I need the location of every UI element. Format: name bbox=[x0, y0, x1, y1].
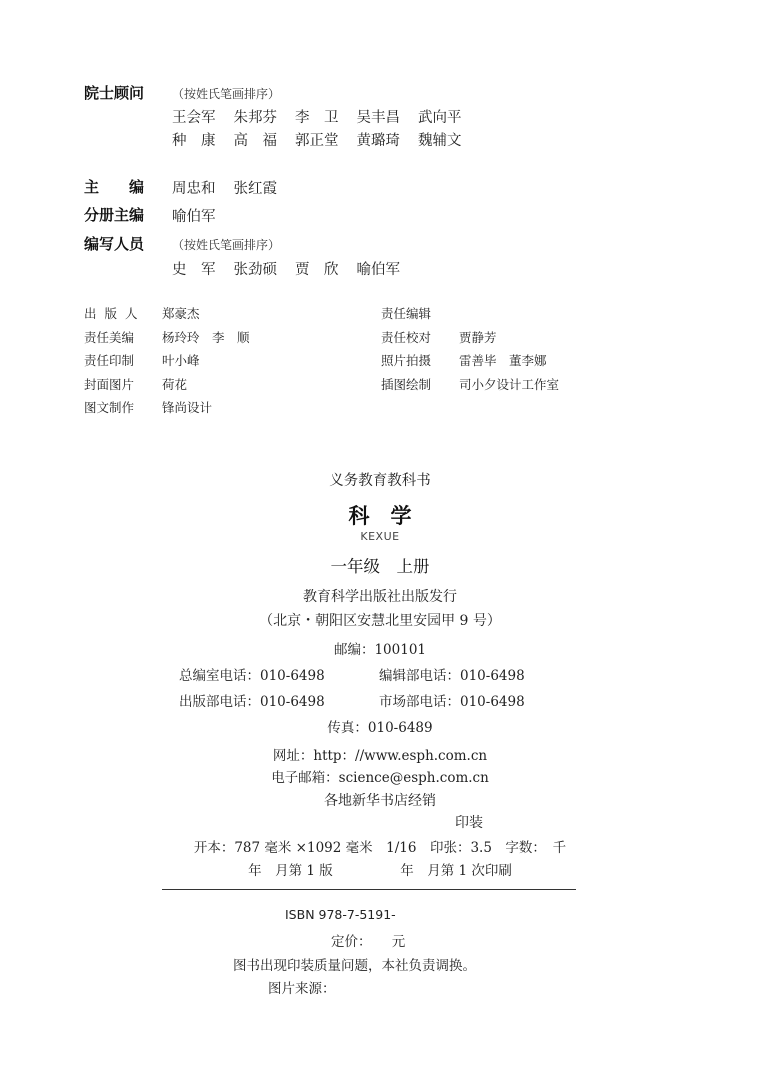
staff-photography bbox=[381, 351, 547, 369]
staff-proofreader bbox=[381, 328, 497, 346]
publisher-email: 电子邮箱：science@esph.com.cn bbox=[271, 770, 489, 786]
writer-name: 贾 欣 bbox=[295, 262, 339, 278]
advisor-name: 武向平 bbox=[418, 110, 462, 126]
staff-value: 贾静芳 bbox=[459, 330, 497, 345]
isbn: ISBN 978-7-5191- bbox=[285, 907, 396, 922]
staff-value: 杨玲玲 李 顺 bbox=[162, 330, 250, 345]
book-series: 义务教育教科书 bbox=[329, 473, 431, 489]
advisor-name: 吴丰昌 bbox=[356, 110, 400, 126]
price: 定价： 元 bbox=[331, 934, 406, 950]
volume-editor-label: 分册主编 bbox=[84, 206, 145, 224]
printing-format: 开本：787 毫米 ×1092 毫米 1/16 印张：3.5 字数： 千 bbox=[193, 840, 567, 856]
volume-editor-name: 喻伯军 bbox=[172, 209, 216, 225]
staff-publisher bbox=[84, 304, 200, 322]
chief-editor-name: 张红霞 bbox=[233, 181, 277, 197]
advisor-name: 朱邦芬 bbox=[233, 110, 277, 126]
phone-chief-office: 总编室电话：010-6498 bbox=[179, 668, 325, 684]
advisors-label: 院士顾问 bbox=[84, 84, 145, 102]
image-source: 图片来源： bbox=[268, 981, 336, 997]
printing-edition: 年 月第 1 版 年 月第 1 次印刷 bbox=[248, 863, 512, 879]
advisor-name: 高 福 bbox=[233, 133, 277, 149]
staff-key: 责任美编 bbox=[84, 330, 135, 345]
volume-editor-names bbox=[172, 205, 234, 226]
publisher-website: 网址：http：//www.esph.com.cn bbox=[272, 748, 488, 764]
staff-layout bbox=[84, 398, 212, 416]
staff-key: 责任校对 bbox=[381, 330, 432, 345]
staff-print-manager bbox=[84, 351, 200, 369]
staff-value: 雷善毕 董李娜 bbox=[459, 353, 547, 368]
chief-editor-name: 周忠和 bbox=[172, 181, 216, 197]
advisor-name: 郭正堂 bbox=[295, 133, 339, 149]
advisor-name: 王会军 bbox=[172, 110, 216, 126]
advisor-name: 种 康 bbox=[172, 133, 216, 149]
staff-value: 叶小峰 bbox=[162, 353, 200, 368]
staff-value: 荷花 bbox=[162, 377, 188, 392]
publisher-line: 教育科学出版社出版发行 bbox=[303, 589, 457, 605]
phone-marketing: 市场部电话：010-6498 bbox=[379, 694, 525, 710]
staff-key: 出版人 bbox=[84, 306, 146, 321]
staff-art-editor bbox=[84, 328, 250, 346]
staff-key: 责任编辑 bbox=[381, 306, 432, 321]
staff-illustration bbox=[381, 375, 559, 393]
advisors-row-1 bbox=[172, 106, 480, 127]
chief-editor-names bbox=[172, 177, 295, 198]
staff-key: 责任印制 bbox=[84, 353, 135, 368]
chief-editor-label: 主 编 bbox=[84, 178, 145, 196]
book-title: 科 学 bbox=[348, 503, 412, 528]
publisher-address: （北京・朝阳区安慧北里安园甲 9 号） bbox=[259, 613, 501, 629]
publisher-postcode: 邮编：100101 bbox=[333, 642, 427, 658]
staff-key: 图文制作 bbox=[84, 400, 135, 415]
staff-key: 照片拍摄 bbox=[381, 353, 432, 368]
advisor-name: 李 卫 bbox=[295, 110, 339, 126]
distribution: 各地新华书店经销 bbox=[324, 793, 436, 809]
advisors-row-2 bbox=[172, 129, 480, 150]
writer-name: 张劲硕 bbox=[233, 262, 277, 278]
advisor-name: 黄璐琦 bbox=[356, 133, 400, 149]
writer-name: 史 军 bbox=[172, 262, 216, 278]
staff-cover-image bbox=[84, 375, 187, 393]
advisor-name: 魏辅文 bbox=[418, 133, 462, 149]
writers-names bbox=[172, 258, 418, 279]
staff-key: 封面图片 bbox=[84, 377, 135, 392]
phone-editorial: 编辑部电话：010-6498 bbox=[379, 668, 525, 684]
phone-publishing: 出版部电话：010-6498 bbox=[179, 694, 325, 710]
advisors-sort-note: （按姓氏笔画排序） bbox=[172, 87, 281, 101]
staff-editor bbox=[381, 304, 459, 322]
printing-label: 印装 bbox=[455, 815, 483, 831]
book-grade: 一年级 上册 bbox=[330, 557, 430, 576]
staff-value: 司小夕设计工作室 bbox=[459, 377, 560, 392]
staff-value: 郑豪杰 bbox=[162, 306, 200, 321]
divider-line bbox=[162, 889, 576, 890]
staff-value: 锋尚设计 bbox=[162, 400, 213, 415]
writer-name: 喻伯军 bbox=[356, 262, 400, 278]
book-pinyin: KEXUE bbox=[360, 530, 400, 543]
writers-sort-note: （按姓氏笔画排序） bbox=[172, 238, 281, 252]
publisher-fax: 传真：010-6489 bbox=[327, 720, 433, 736]
staff-key: 插图绘制 bbox=[381, 377, 432, 392]
quality-notice: 图书出现印装质量问题，本社负责调换。 bbox=[233, 958, 476, 974]
writers-label: 编写人员 bbox=[84, 235, 145, 253]
